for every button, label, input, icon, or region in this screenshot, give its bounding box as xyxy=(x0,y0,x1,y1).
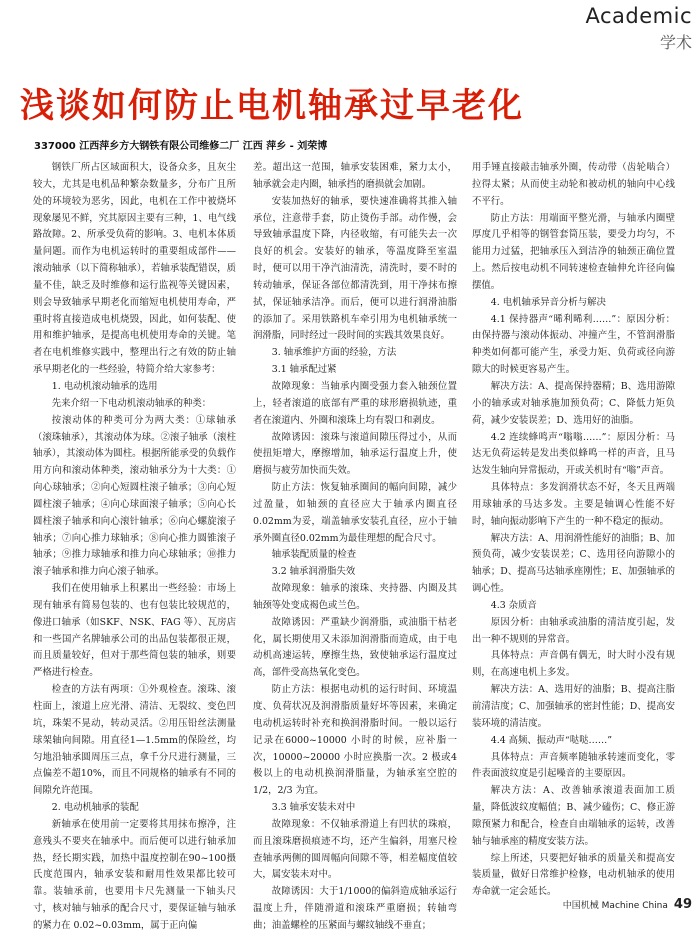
paragraph: 先来介绍一下电动机滚动轴承的种类： xyxy=(51,397,212,409)
paragraph: 故障诱因：滚珠与滚道间隙压得过小，从而使扭矩增大，摩擦增加，轴承运行温度上升，使磨损与疲劳加快而失效。 xyxy=(253,431,457,477)
paragraph: 解决方法：A、选用好的油脂；B、提高注脂前清洁度；C、加强轴承的密封性能；D、提高安装环境的清洁度。 xyxy=(472,684,675,729)
text-column-3 xyxy=(472,160,675,898)
paragraph: 4.4 高频、振动声“哒哒……” xyxy=(490,734,613,746)
paragraph: 防止方法：用端面平整光滑，与轴承内圈壁厚度几乎相等的钢管套筒压装，要受力均匀，不能用力过猛，把轴承压入到洁净的轴颈正确位置上。然后按电动机不同转速检查轴伸允许径向偏摆值。 xyxy=(472,212,675,291)
page-number: 49 xyxy=(673,897,692,912)
page-footer xyxy=(563,897,692,912)
paragraph: 4. 电机轴承异音分析与解决 xyxy=(490,296,606,308)
paragraph: 原因分析：由轴承或油脂的清洁度引起，发出一种不规则的异常音。 xyxy=(472,616,675,645)
paragraph: 钢铁厂所占区域面积大，设备众多，且灰尘较大，尤其是电机品种繁杂数量多，分布广且所处的环境较为恶劣，因此，电机在工作中被烧坏现象屡见不鲜，究其原因主要有三种，1、电气线路故障。2、所承受负荷的影响。3、电机本体质量问题。而作为电机运转时的重要组成部件——滚动轴承（以下简称轴承），若轴承装配错误，质量不佳，缺乏及时维修和运行监视等关键因素，则会导致轴承早期老化而缩短电机使用寿命，严重时将直接造成电机烧毁，因此，如何装配、使用和维护轴承，是提高电机使用寿命的关键。笔者在电机维修实践中，整理出行之有效的防止轴承早期老化的一些经验，特简介给大家参考： xyxy=(33,162,236,376)
paragraph: 轴承装配质量的检查 xyxy=(271,549,357,561)
paragraph: 故障现象：不仅轴承滑道上有凹状的珠痕，而且滚珠磨损痕迹不均，还产生偏斜，用塞尺检查轴承两侧的圆周幅向间隙不等，相差幅度值较大，属安装未对中。 xyxy=(253,818,457,881)
magazine-name: 中国机械 Machine China xyxy=(562,901,668,911)
paragraph: 3.2 轴承润滑脂失效 xyxy=(271,566,356,578)
paragraph: 用手锤直接敲击轴承外圈，传动带（齿轮啮合）拉得太紧；从而使主动轮和被动机的轴向中心线不平行。 xyxy=(472,162,675,207)
paragraph: 具体特点：声音偶有偶无，时大时小没有规则，在高速电机上多发。 xyxy=(472,650,675,679)
article-title: 浅谈如何防止电机轴承过早老化 xyxy=(20,86,524,126)
paragraph: 4.1 保持器声“晞利晞利……”：原因分析：由保持器与滚动体振动、冲撞产生，不管润滑脂种类如何都可能产生，承受力矩、负荷或径向游隙大的时候更容易产生。 xyxy=(472,313,675,376)
section-label-zh: 学术 xyxy=(659,33,692,52)
paragraph: 解决方法：A、改善轴承滚道表面加工质量，降低波纹度幅值；B、减少磕伤；C、修正游隙预紧力和配合，检查自由端轴承的运转，改善轴与轴承座的精度安装方法。 xyxy=(472,785,675,847)
paragraph: 安装加热好的轴承，要快速准确将其推入轴承位，注意带手套，防止烫伤手部。动作慢，会导致轴承温度下降，内径收缩，有可能失去一次良好的机会。安装好的轴承，等温度降至室温时，便可以用干净汽油清洗，清洗时，要不时的转动轴承，保证各部位都清洗到，用干净抹布擦拭，保证轴承洁净。而后，便可以进行润滑油脂的添加了。采用铁路机车牵引用为电机轴承统一润滑脂，同时经过一段时间的实践其效果良好。 xyxy=(253,195,457,342)
paragraph: 故障诱因：严重缺少润滑脂，或油脂干枯老化，属长期使用又未添加润滑脂而造成，由于电动机高速运转，摩擦生热，致使轴承运行温度过高，部件受高热氧化变色。 xyxy=(253,616,457,679)
paragraph: 我们在使用轴承上积累出一些经验：市场上现有轴承有简易包装的、也有包装比较规范的，像进口轴承（如SKF、NSK、FAG 等）、瓦房店和一些国产名牌轴承公司的出品包装都很正规，而且质量较好，但对于那些简包装的轴承，则要严格进行检查。 xyxy=(33,583,236,679)
paragraph: 具体特点：声音频率随轴承转速而变化，零件表面波纹度是引起噪音的主要原因。 xyxy=(472,751,675,780)
article-byline: 337000 江西萍乡方大钢铁有限公司维修二厂 江西 萍乡 - 刘荣博 xyxy=(34,141,328,152)
paragraph: 故障现象：当轴承内圈受强力套入轴颈位置上，轻者滚道的底部有严重的球形磨损轨迹，重者在滚道内、外圈和滚珠上均有裂口和剥皮。 xyxy=(253,380,457,426)
paragraph: 防止方法：恢复轴承圈间的幅向间隙，减少过盈量，如轴颈的直径应大于轴承内圈直径0.02mm为妥，端盖轴承安装孔直径，应小于轴承外圈直径0.02mm为最佳理想的配合尺寸。 xyxy=(253,482,457,544)
paragraph: 4.3 杂质音 xyxy=(490,599,537,611)
paragraph: 解决方法：A、提高保持器精；B、选用游隙小的轴承或对轴承施加预负荷；C、降低力矩负荷，减少安装误差；D、选用好的油脂。 xyxy=(472,380,675,426)
paragraph: 差。超出这一范围，轴承安装困难，紧力太小，轴承就会走内圈，轴承挡的磨损就会加剧。 xyxy=(253,162,457,190)
paragraph: 4.2 连续蜂鸣声“嗡嗡……”：原因分析：马达无负荷运转是发出类似蜂鸣一样的声音，且马达发生轴向异常振动，开或关机时有“嗡”声音。 xyxy=(472,431,675,477)
paragraph: 2. 电动机轴承的装配 xyxy=(51,802,139,814)
paragraph: 故障现象：轴承的滚珠、夹持器、内圈及其轴颈等处变成褐色或兰色。 xyxy=(253,583,457,611)
paragraph: 故障诱因：大于1/1000的偏斜造成轴承运行温度上升，伴随滑道和滚珠严重磨损；转轴弯曲；油盖螺栓的压紧面与螺纹轴线不垂直； xyxy=(253,886,457,931)
paragraph: 按滚动体的种类可分为两大类：①球轴承（滚珠轴承），其滚动体为球。②滚子轴承（滚柱轴承），其滚动体为圆柱。根据所能承受的负载作用方向和滚动体种类，滚动轴承分为十大类：①向心球轴承；②向心短圆柱滚子轴承；③向心短圆柱滚子轴承；④向心球面滚子轴承；⑤向心长圆柱滚子轴承和向心滚针轴承；⑥向心螺旋滚子轴承；⑦向心推力球轴承；⑧向心推力圆锥滚子轴承；⑨推力球轴承和推力向心球轴承；⑩推力滚子轴承和推力向心滚子轴承。 xyxy=(33,414,236,578)
paragraph: 3.1 轴承配过紧 xyxy=(271,364,337,376)
text-column-1 xyxy=(33,160,236,931)
paragraph: 防止方法：根据电动机的运行时间、环境温度、负荷状况及润滑脂质量好坏等因素，来确定电动机运转时补充和换润滑脂时间。一般以运行记录在6000~10000 小时的时候，应补脂一次，10000~20000 小时应换脂一次。2 极或4极以上的电动机换润滑脂量，为轴承室空腔的1/2，2/3 为宜。 xyxy=(253,684,457,797)
paragraph: 1. 电动机滚动轴承的选用 xyxy=(51,380,158,392)
paragraph: 3.3 轴承安装未对中 xyxy=(271,802,356,814)
paragraph: 检查的方法有两项：①外观检查。滚珠、滚柱面上，滚道上应光滑、清洁、无裂纹、变色凹坑，珠架不晃动，转动灵活。②用压铅丝法测量球架轴向间隙。用直径1—1.5mm的保险丝，均匀地沿轴承圆周压三点，拿千分尺进行测量，三点偏差不超10%，而且不同规格的轴承有不同的间隙允许范围。 xyxy=(33,684,236,797)
paragraph: 具体特点：多发润滑状态不好，冬天且两端用球轴承的马达多发。主要是轴调心性能不好时，轴向振动影响下产生的一种不稳定的振动。 xyxy=(472,482,675,527)
text-column-2 xyxy=(253,160,457,931)
paragraph: 解决方法：A、用润滑性能好的油脂；B、加预负荷，减少安装误差；C、选用径向游隙小的轴承；D、提高马达轴承座刚性；E、加强轴承的调心性。 xyxy=(472,532,675,595)
paragraph: 新轴承在使用前一定要将其用抹布擦净，注意残头不要夹在轴承中。而后便可以进行轴承加热，经长期实践，加热中温度控制在90~100摄氏度范围内，轴承安装和耐用性效果都比较可靠。装轴承前，也要用卡尺先测量一下轴头尺寸，核对轴与轴承的配合尺寸，要保证轴与轴承的紧力在 0.02~0.03mm，属于正向偏 xyxy=(33,818,236,931)
paragraph: 3. 轴承维护方面的经验，方法 xyxy=(271,347,397,359)
paragraph: 综上所述，只要把好轴承的质量关和提高安装质量，做好日常维护检修，电动机轴承的使用寿命就一定会延长。 xyxy=(472,852,675,898)
section-label-en: Academic xyxy=(585,4,692,28)
section-label xyxy=(586,4,693,53)
